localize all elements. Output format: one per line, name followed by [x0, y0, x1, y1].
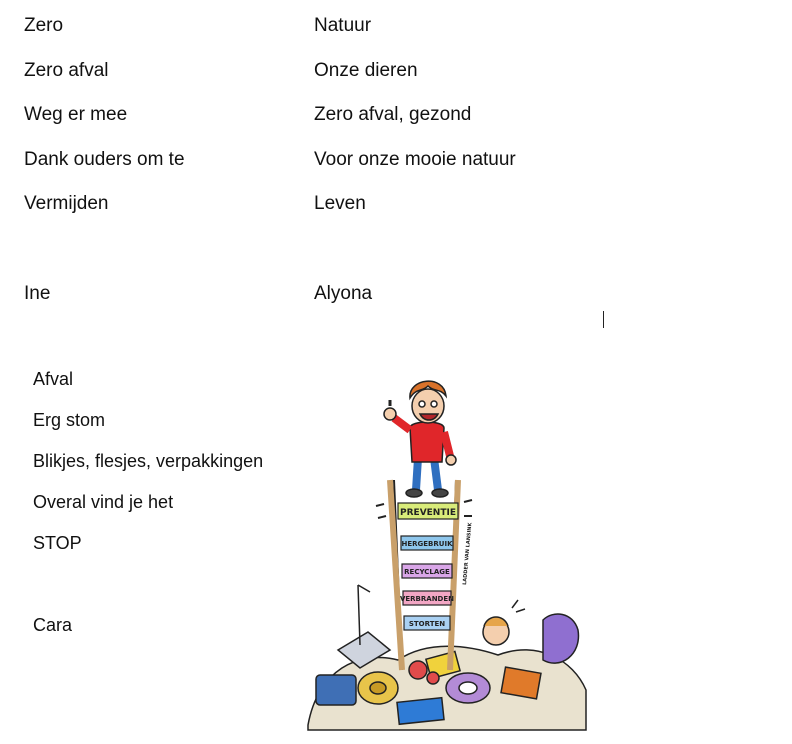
poem2-line-2: Onze dieren [314, 60, 418, 81]
boy-figure [384, 381, 456, 497]
waste-ladder-illustration [298, 370, 588, 740]
trash-pile [308, 585, 586, 730]
ladder-side-label: LADDER VAN LANSINK [462, 522, 474, 586]
ladder-step-verbranden-label: VERBRANDEN [399, 595, 455, 603]
poem1-line-4: Dank ouders om te [24, 149, 185, 170]
poem2-line-3: Zero afval, gezond [314, 104, 472, 125]
poem1-line-3: Weg er mee [24, 104, 128, 125]
poem1-line-1: Zero [24, 15, 64, 36]
ladder-step-storten-label: STORTEN [408, 620, 446, 628]
poem3-author: Cara [33, 615, 73, 635]
second-kid-figure [483, 600, 525, 645]
ladder-step-recyclage-label: RECYCLAGE [404, 568, 450, 576]
poem3-line-3: Blikjes, flesjes, verpakkingen [33, 451, 264, 471]
poem1-line-5: Vermijden [24, 193, 109, 214]
poem1-line-2: Zero afval [24, 60, 109, 81]
ladder-step-hergebruik-label: HERGEBRUIK [401, 540, 453, 548]
poem2-author: Alyona [314, 283, 373, 304]
poem3-line-5: STOP [33, 533, 82, 553]
text-cursor [603, 311, 604, 328]
poem3-line-1: Afval [33, 369, 74, 389]
poem3-line-4: Overal vind je het [33, 492, 174, 512]
poem2-line-4: Voor onze mooie natuur [314, 149, 516, 170]
poem2-line-5: Leven [314, 193, 366, 214]
poem1-author: Ine [24, 283, 51, 304]
poem2-line-1: Natuur [314, 15, 372, 36]
poem3-line-2: Erg stom [33, 410, 106, 430]
ladder-step-preventie-label: PREVENTIE [400, 508, 456, 518]
